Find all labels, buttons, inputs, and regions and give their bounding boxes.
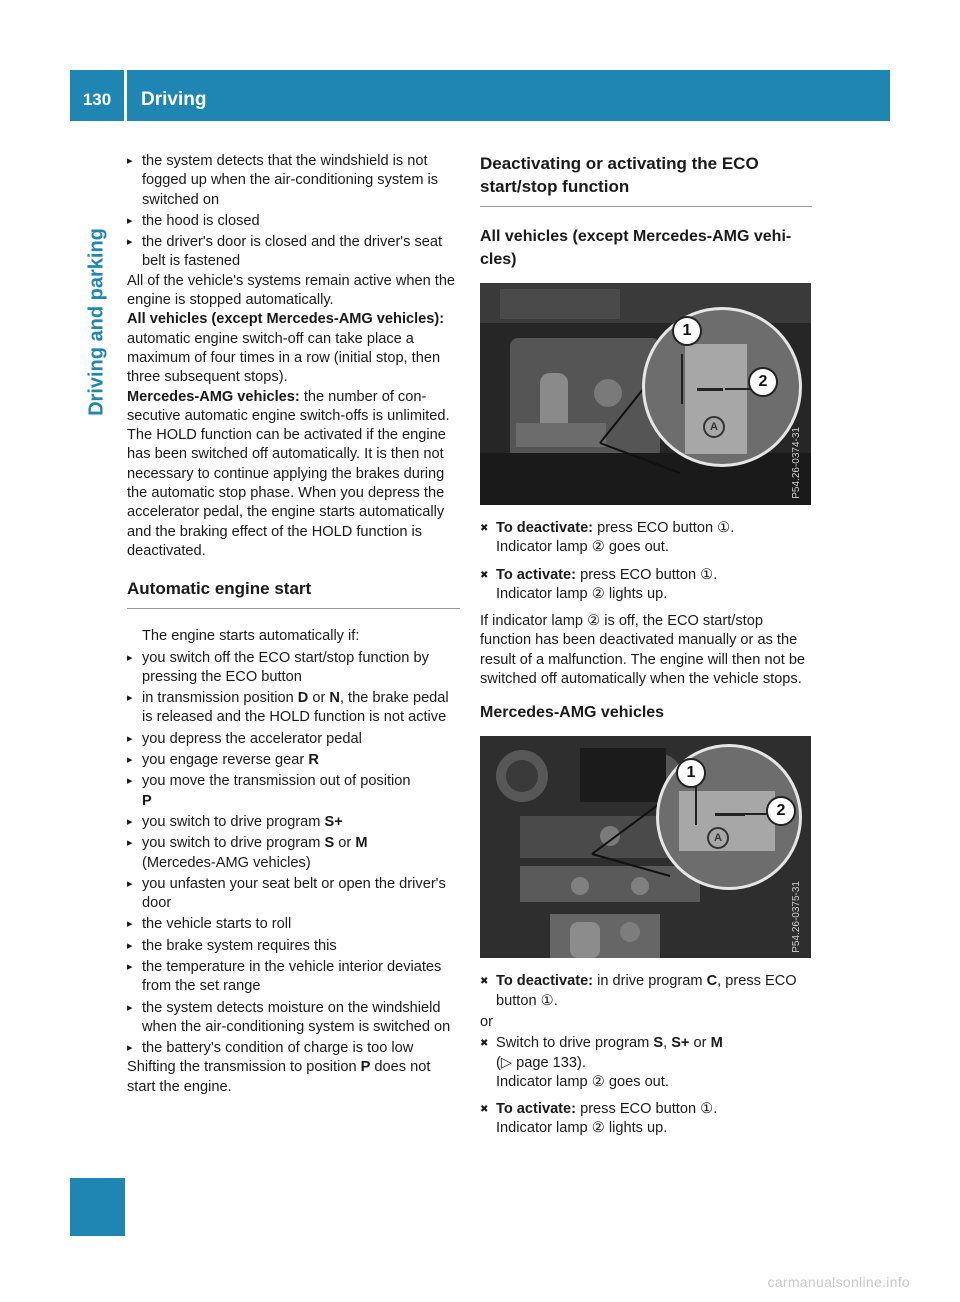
indicator-lamp (715, 813, 745, 816)
intro-automatic-start: The engine starts automatically if: (142, 628, 360, 645)
page-header (70, 70, 890, 121)
step-activate (480, 566, 812, 605)
list-item: ▸ the battery's condition of charge is too low (127, 1039, 460, 1058)
step-label: To activate: (496, 1101, 577, 1118)
list-item (127, 813, 460, 832)
step-label: To deactivate: (496, 973, 594, 990)
step-text: goes out. (604, 1073, 669, 1090)
ref-1: ① (700, 1101, 714, 1118)
step-text: lights up. (604, 585, 668, 602)
step-text: , (663, 1035, 672, 1052)
list-item: ▸ you switch off the ECO start/stop function by pressing the ECO button (127, 649, 460, 688)
step-label: To activate: (496, 566, 577, 583)
list-item: ▸ the system detects that the windshield is not fogged up when the air-conditioning system is switched on (127, 152, 460, 210)
bold-label: Mercedes-AMG vehicles: (127, 388, 300, 405)
bold-label: All vehicles (except Mercedes-AMG vehicles): (127, 311, 445, 328)
gear-symbol-p: P (360, 1059, 371, 1076)
step-text: . (553, 992, 558, 1009)
step-text: . (730, 520, 735, 536)
callout-2: 2 (766, 796, 796, 826)
eco-a-symbol: A (707, 827, 729, 849)
footer-watermark: carmanualsonline.info (767, 1274, 910, 1290)
ref-2: ② (591, 1120, 605, 1137)
list-item: ▸ the system detects moisture on the windshield when the air-conditioning system is switched on (127, 999, 460, 1038)
header-divider (124, 70, 127, 121)
drive-program-m: M (710, 1035, 723, 1052)
step-text: or (689, 1035, 711, 1052)
step-text: in drive program (593, 973, 707, 990)
list-item: ▸ the hood is closed (127, 212, 460, 231)
drive-program-splus: S+ (324, 813, 343, 830)
list-item: ▸ you depress the accelerator pedal (127, 730, 460, 749)
paragraph-text: is off, the ECO start/stop function has been deactivated manually or as the result of a malfunction. The engine will then not be switched off automatically when the vehicle stops. (480, 613, 806, 688)
photo-eco-button-standard (480, 283, 811, 505)
list-text: you move the transmission out of position (142, 773, 411, 790)
step-text: Indicator lamp (496, 1120, 592, 1137)
callout-2: 2 (748, 367, 778, 397)
list-text: in transmission position (142, 690, 298, 707)
list-item (127, 689, 460, 728)
paragraph-text: does not start the engine. (127, 1059, 431, 1095)
callout-line (681, 354, 683, 404)
gear-symbol-d: D (297, 690, 309, 707)
ref-1: ① (540, 992, 554, 1009)
list-item (127, 751, 460, 770)
step-text: Switch to drive program (496, 1035, 654, 1052)
ref-1: ① (700, 566, 714, 583)
list-text: you engage reverse gear (142, 752, 309, 769)
step-text: Indicator lamp (496, 1073, 592, 1090)
list-item: ▸ the brake system requires this (127, 937, 460, 956)
step-text: press ECO button (593, 520, 718, 536)
step-label: To deactivate: (496, 520, 594, 536)
step-text: goes out. (604, 539, 669, 556)
list-item (127, 772, 460, 811)
drive-program-m: M (355, 835, 368, 852)
side-tab-label: Driving and parking (85, 228, 108, 416)
ref-2: ② (591, 585, 605, 602)
drive-program-splus: S+ (671, 1035, 690, 1052)
section-heading-eco: Deactivating or activating the ECO start/stop function (480, 152, 812, 207)
page-number: 130 (82, 90, 112, 109)
step-deactivate (480, 519, 812, 558)
callout-1: 1 (676, 758, 706, 788)
list-text: you switch to drive program (142, 835, 325, 852)
list-text: you switch to drive program (142, 813, 325, 830)
step-switch-program (480, 1034, 812, 1092)
chapter-title: Driving (141, 89, 207, 110)
right-column (480, 152, 812, 1147)
eco-a-symbol: A (703, 416, 725, 438)
list-item: ▸ the temperature in the vehicle interior deviates from the set range (127, 958, 460, 997)
paragraph-systems-active: All of the vehicle's systems remain active when the engine is stopped automatically. (127, 272, 456, 309)
photo-eco-button-amg (480, 736, 811, 958)
list-item (127, 834, 460, 873)
left-column (127, 152, 460, 1097)
gear-symbol-n: N (329, 690, 340, 707)
step-text: . (713, 1101, 718, 1118)
drive-program-s: S (324, 835, 335, 852)
step-text: lights up. (604, 1120, 668, 1137)
side-tab-marker (70, 1178, 125, 1236)
ref-1: ① (717, 520, 731, 536)
step-text: , press ECO button (496, 973, 797, 1009)
paragraph-all-vehicles (127, 310, 460, 387)
section-heading-automatic-start: Automatic engine start (127, 577, 460, 609)
ref-2: ② (591, 539, 605, 556)
step-text: press ECO button (576, 566, 701, 583)
image-code: P54.26-0374-31 (790, 427, 802, 499)
drive-program-s: S (653, 1035, 664, 1052)
paragraph-text: Shifting the transmission to position (127, 1059, 361, 1076)
callout-1: 1 (672, 316, 702, 346)
list-text: or (334, 835, 356, 852)
subheading-amg: Mercedes-AMG vehicles (480, 704, 665, 722)
step-text: Indicator lamp (496, 585, 592, 602)
detail-inset (642, 307, 802, 467)
page-reference-link[interactable]: (▷ page 133). (496, 1054, 586, 1071)
paragraph-hold: The HOLD function can be activated if the engine has been switched off automatically. It is then not necessary to continue applying the brakes during the automatic stop phase. When you depress the accelerator pedal, the engine starts automatically and the braking effect of the HOLD function is deactivated. (127, 427, 446, 559)
list-text: (Mercedes-AMG vehicles) (142, 854, 311, 871)
or-separator: or (480, 1013, 493, 1030)
paragraph-shift-park (127, 1058, 460, 1097)
list-item: ▸ the driver's door is closed and the driver's seat belt is fastened (127, 233, 460, 272)
subheading-all-vehicles: All vehicles (except Mercedes-AMG vehicles) (480, 228, 792, 268)
step-text: Indicator lamp (496, 539, 592, 556)
callout-line (695, 785, 697, 825)
list-item: ▸ you unfasten your seat belt or open the driver's door (127, 875, 460, 914)
step-text: . (713, 566, 718, 583)
indicator-lamp (697, 388, 723, 391)
paragraph-text: If indicator lamp (480, 613, 588, 630)
step-text: press ECO button (576, 1101, 701, 1118)
list-item: ▸ the vehicle starts to roll (127, 915, 460, 934)
paragraph-amg (127, 388, 460, 427)
step-activate-amg (480, 1100, 812, 1139)
paragraph-text: the number of consecutive automatic engine switch-offs is unlimited. (127, 388, 450, 424)
drive-program-c: C (706, 973, 718, 990)
gear-symbol-p: P (142, 792, 152, 809)
list-text: or (308, 690, 330, 707)
list-text: , the brake pedal is released and the HOLD function is not active (142, 690, 449, 726)
step-deactivate-amg (480, 972, 812, 1011)
ref-2: ② (587, 613, 601, 630)
ref-2: ② (591, 1073, 605, 1090)
gear-symbol-r: R (308, 752, 319, 769)
image-code: P54.26-0375-31 (790, 880, 802, 953)
paragraph-indicator-off (480, 612, 812, 689)
paragraph-text: automatic engine switch-off can take place a maximum of four times in a row (initial stop, then three subsequent stops). (127, 330, 441, 386)
